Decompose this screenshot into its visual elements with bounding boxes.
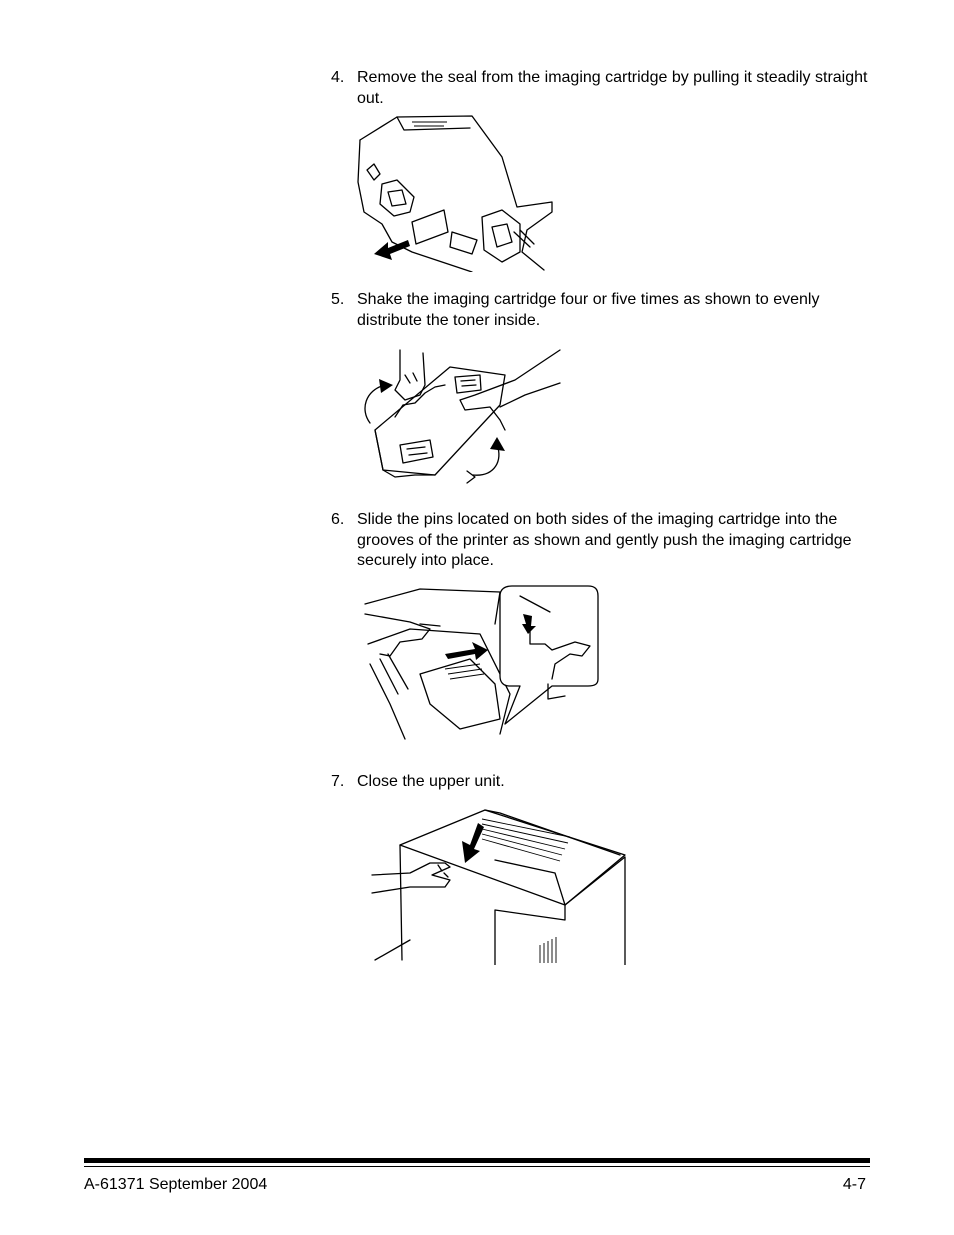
shake-cartridge-illustration — [355, 345, 565, 495]
footer-rule-thin — [84, 1166, 870, 1167]
step-number: 4. — [331, 69, 345, 86]
step-text: Slide the pins located on both sides of the imaging cartridge into the grooves of the printer as shown and gently push the imaging cartridge securely into place. — [357, 511, 852, 569]
footer-rule-thick — [84, 1158, 870, 1163]
step-text: Close the upper unit. — [357, 773, 505, 790]
step-number: 6. — [331, 511, 345, 528]
step-text: Remove the seal from the imaging cartridge by pulling it steadily straight out. — [357, 69, 868, 107]
step-text: Shake the imaging cartridge four or five times as shown to evenly distribute the toner inside. — [357, 291, 820, 329]
insert-cartridge-illustration — [360, 584, 600, 744]
step-number: 7. — [331, 773, 345, 790]
footer-page-number: 4-7 — [842, 1176, 866, 1193]
step-number: 5. — [331, 291, 345, 308]
close-upper-unit-illustration — [370, 805, 630, 965]
footer-document-id: A-61371 September 2004 — [84, 1176, 268, 1193]
remove-seal-illustration — [352, 112, 554, 272]
